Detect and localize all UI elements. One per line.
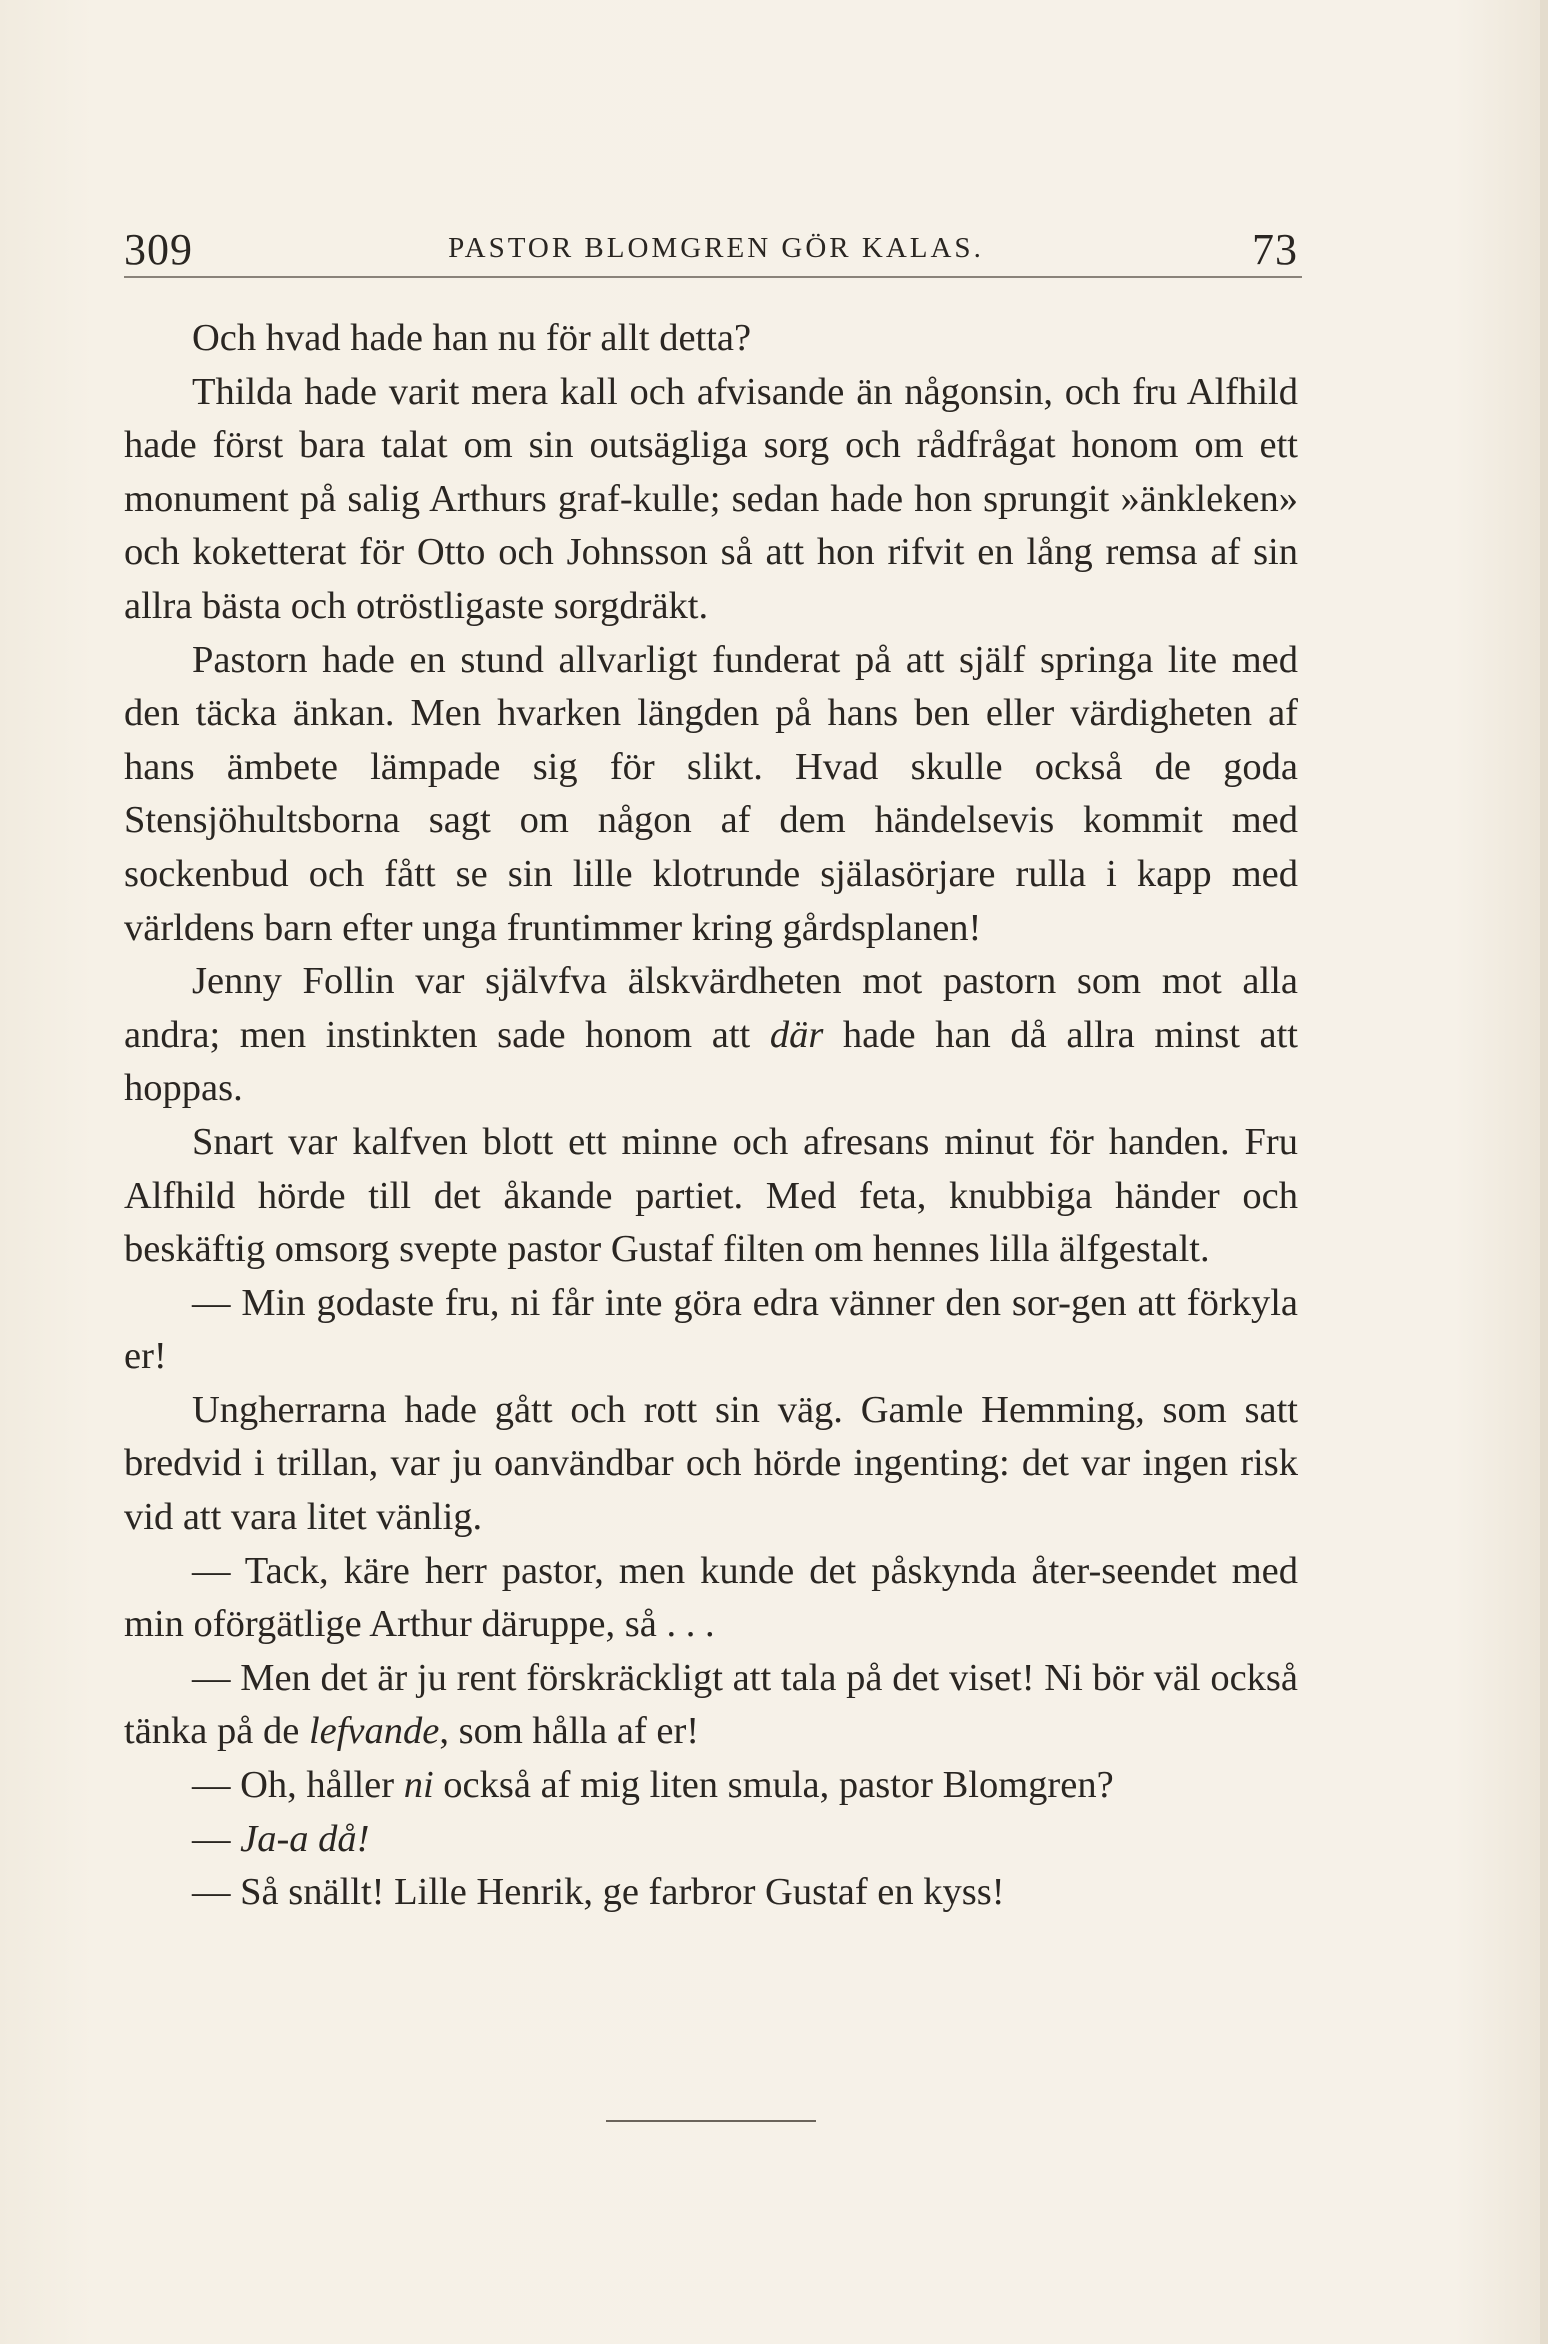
- emphasis: Ja-a då!: [240, 1817, 370, 1860]
- dialogue-line: [124, 1813, 1298, 1867]
- paragraph-text: Jenny Follin var självfva älskvärdheten mot pastorn som mot alla andra; men instinkten sade honom att: [124, 960, 1298, 1056]
- emphasis: där: [769, 1013, 824, 1056]
- running-title: PASTOR BLOMGREN GÖR KALAS.: [448, 232, 984, 264]
- paragraph-text: också af mig liten smula, pastor Blomgren?: [443, 1764, 1114, 1807]
- page-edge: [1540, 0, 1548, 2344]
- header-rule: [124, 276, 1302, 278]
- paragraph-text: — Men det är ju rent förskräckligt att tala på det viset! Ni bör väl också tänka på de: [124, 1656, 1298, 1753]
- dialogue-line: [124, 1652, 1298, 1759]
- paragraph: Och hvad hade han nu för allt detta?: [192, 317, 752, 359]
- paragraph: Ungherrarna hade gått och rott sin väg. Gamle Hemming, som satt bredvid i trillan, var ju oanvändbar och hörde ingenting: det var ingen risk vid att vara litet vänlig.: [124, 1388, 1298, 1539]
- body-text: [124, 312, 1298, 1920]
- dialogue-line: — Så snällt! Lille Henrik, ge farbror Gustaf en kyss!: [192, 1871, 1005, 1914]
- page-number-right: 73: [1252, 225, 1298, 274]
- end-rule: [606, 2120, 816, 2122]
- dialogue-line: — Min godaste fru, ni får inte göra edra vänner den sor-gen att förkyla er!: [124, 1281, 1298, 1378]
- page-number-left: 309: [124, 225, 193, 274]
- paragraph: [124, 955, 1298, 1116]
- paragraph-text: —: [192, 1817, 231, 1860]
- running-header: [124, 218, 1298, 278]
- dialogue-line: — Tack, käre herr pastor, men kunde det påskynda åter-seendet med min oförgätlige Arthur däruppe, så . . .: [124, 1549, 1298, 1646]
- emphasis: ni: [403, 1764, 434, 1807]
- paragraph: Pastorn hade en stund allvarligt funderat på att själf springa lite med den täcka änkan. Men hvarken längden på hans ben eller värdigheten af hans ämbete lämpade sig för slikt. Hvad skulle också de goda Stensjöhultsborna sagt om någon af dem händelsevis kommit med sockenbud och fått se sin lille klotrunde själasörjare rulla i kapp med världens barn efter unga fruntimmer kring gårdsplanen!: [124, 638, 1298, 949]
- paragraph-text: — Oh, håller: [192, 1764, 395, 1807]
- paragraph: Thilda hade varit mera kall och afvisande än någonsin, och fru Alfhild hade först bara talat om sin outsägliga sorg och rådfrågat honom om ett monument på salig Arthurs graf-kulle; sedan hade hon sprungit »änkleken» och koketterat för Otto och Johnsson så att hon rifvit en lång remsa af sin allra bästa och otröstligaste sorgdräkt.: [124, 370, 1298, 627]
- paragraph: Snart var kalfven blott ett minne och afresans minut för handen. Fru Alfhild hörde till det åkande partiet. Med feta, knubbiga händer och beskäftig omsorg svepte pastor Gustaf filten om hennes lilla älfgestalt.: [124, 1120, 1298, 1271]
- dialogue-line: [124, 1759, 1298, 1813]
- paragraph-text: , som hålla af er!: [439, 1710, 700, 1753]
- paragraph-text: hade han då allra minst att hoppas.: [124, 1013, 1299, 1110]
- emphasis: lefvande: [308, 1710, 440, 1753]
